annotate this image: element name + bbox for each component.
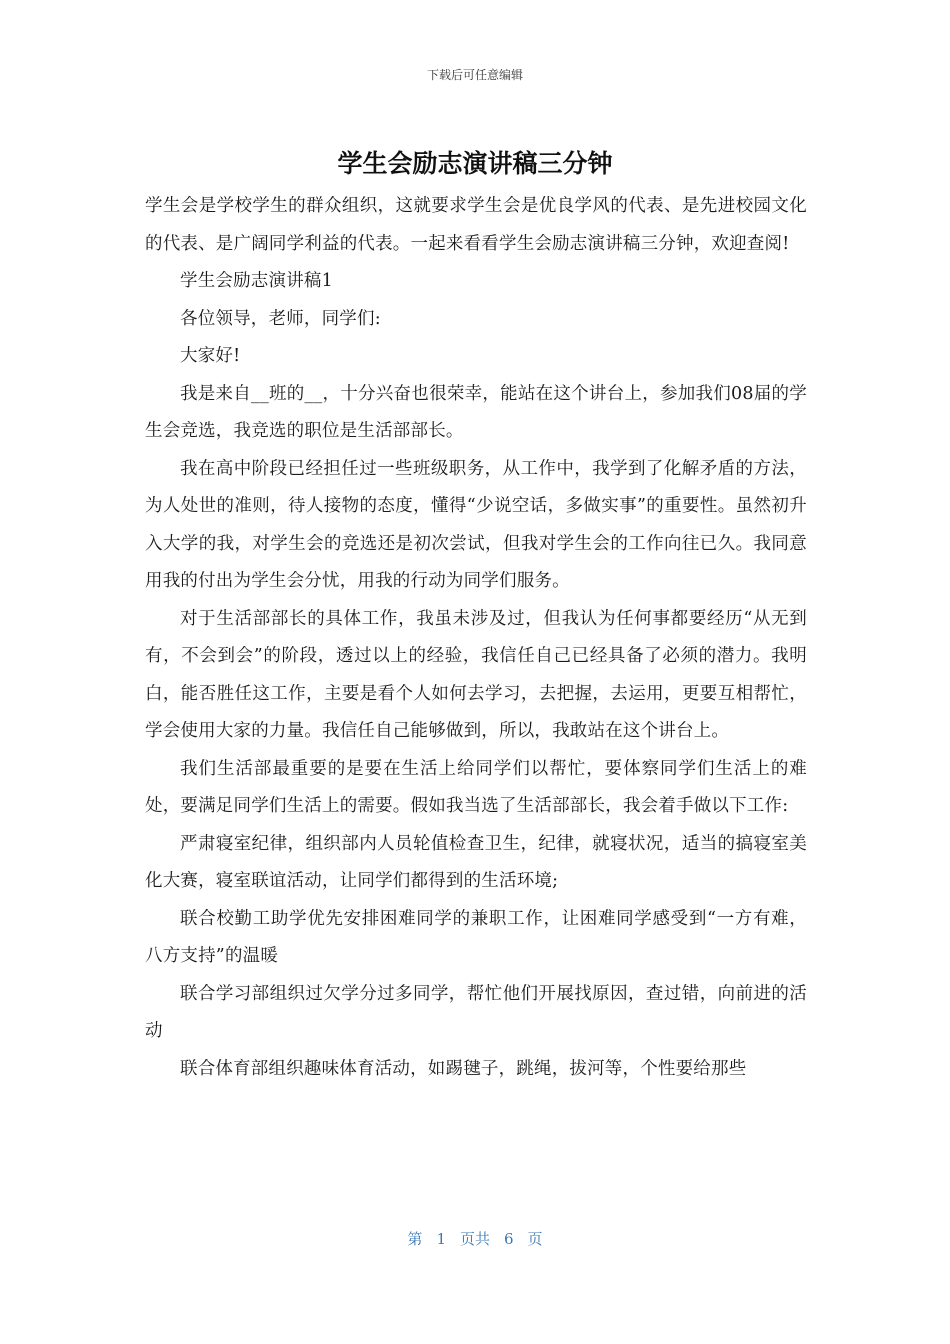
document-title: 学生会励志演讲稿三分钟	[337, 149, 613, 178]
paragraph-salutation: 各位领导，老师，同学们:	[180, 308, 381, 329]
paragraph-intro: 学生会是学校学生的群众组织，这就要求学生会是优良学风的代表、是先进校园文化的代表、是广阔同学利益的代表。一起来看看学生会励志演讲稿三分钟，欢迎查阅!	[145, 196, 807, 254]
page-header-note: 下载后可任意编辑	[426, 68, 523, 82]
paragraph: 联合校勤工助学优先安排困难同学的兼职工作，让困难同学感受到“一方有难，八方支持”的温暖	[145, 908, 807, 966]
paragraph: 我们生活部最重要的是要在生活上给同学们以帮忙，要体察同学们生活上的难处，要满足同学们生活上的需要。假如我当选了生活部部长，我会着手做以下工作:	[145, 758, 807, 816]
page-footer	[0, 1228, 950, 1250]
footer-current-page: 1	[436, 1230, 446, 1248]
paragraph: 严肃寝室纪律，组织部内人员轮值检查卫生，纪律，就寝状况，适当的搞寝室美化大赛，寝室联谊活动，让同学们都得到的生活环境;	[145, 833, 807, 891]
footer-label-end: 页	[527, 1230, 543, 1248]
document-body	[145, 188, 807, 1088]
paragraph: 联合体育部组织趣味体育活动，如踢毽子，跳绳，拔河等，个性要给那些	[180, 1058, 747, 1079]
paragraph: 联合学习部组织过欠学分过多同学，帮忙他们开展找原因，查过错，向前进的活动	[145, 983, 807, 1041]
paragraph-greeting: 大家好!	[180, 346, 241, 366]
paragraph-subtitle: 学生会励志演讲稿1	[180, 271, 333, 291]
paragraph: 我是来自__班的__，十分兴奋也很荣幸，能站在这个讲台上，参加我们08届的学生会竞选，我竞选的职位是生活部部长。	[145, 383, 807, 441]
paragraph: 我在高中阶段已经担任过一些班级职务，从工作中，我学到了化解矛盾的方法，为人处世的准则，待人接物的态度，懂得“少说空话，多做实事”的重要性。虽然初升入大学的我，对学生会的竞选还是初次尝试，但我对学生会的工作向往已久。我同意用我的付出为学生会分忧，用我的行动为同学们服务。	[145, 458, 807, 591]
footer-label-page: 第	[407, 1230, 423, 1248]
paragraph: 对于生活部部长的具体工作，我虽未涉及过，但我认为任何事都要经历“从无到有，不会到会”的阶段，透过以上的经验，我信任自己已经具备了必须的潜力。我明白，能否胜任这工作，主要是看个人如何去学习，去把握，去运用，更要互相帮忙，学会使用大家的力量。我信任自己能够做到，所以，我敢站在这个讲台上。	[145, 608, 807, 741]
footer-total-pages: 6	[504, 1230, 514, 1248]
footer-label-of: 页共	[459, 1230, 490, 1248]
